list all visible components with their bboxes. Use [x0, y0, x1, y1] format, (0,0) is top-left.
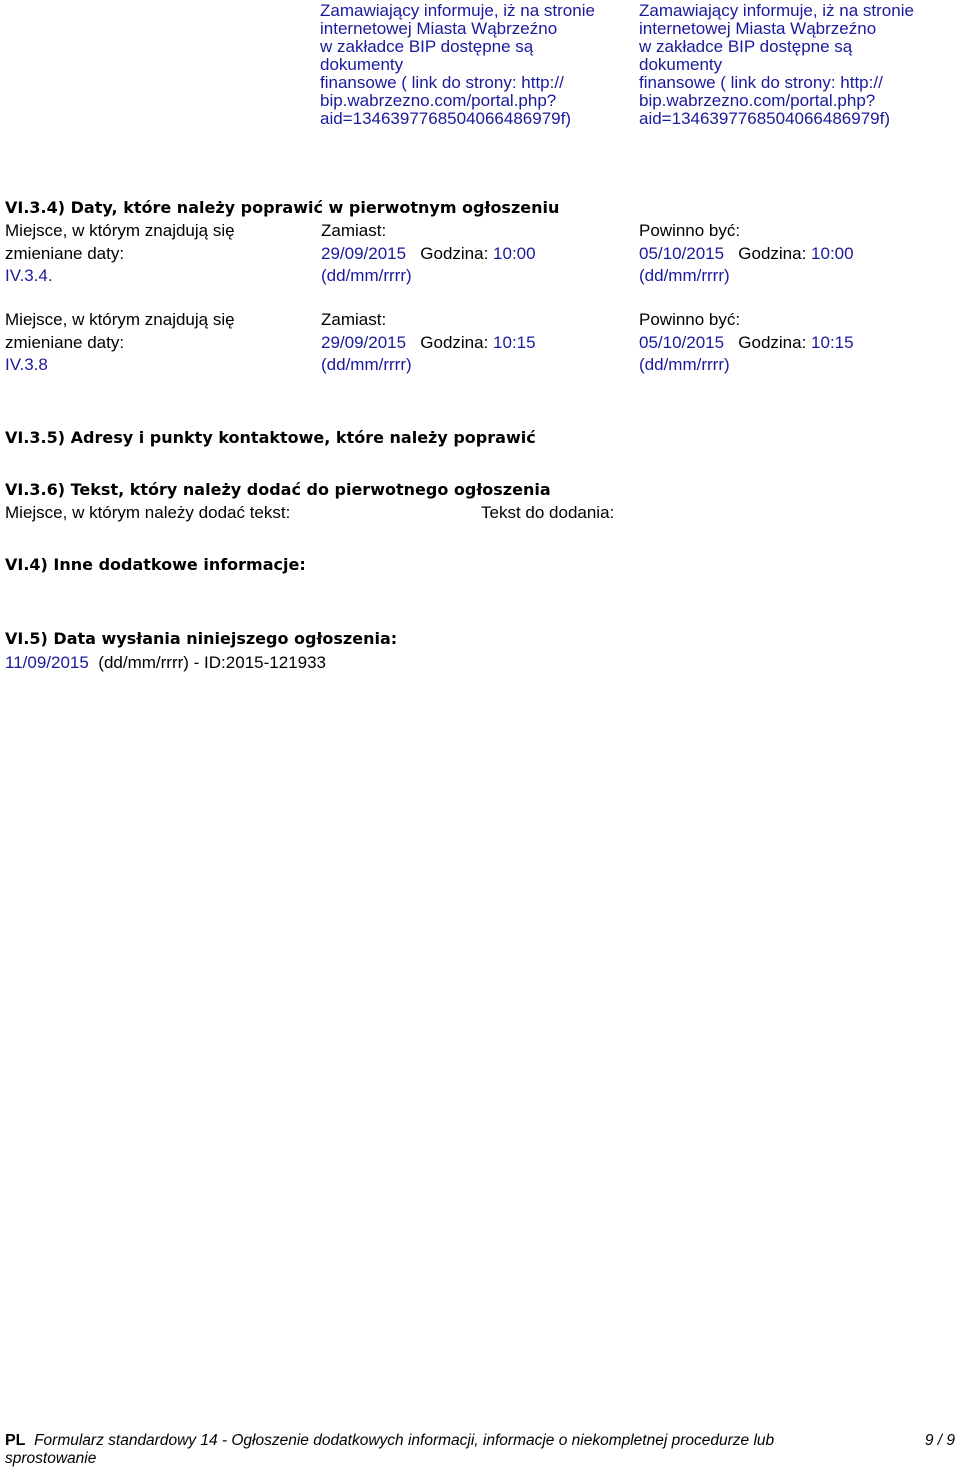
instead-date-line: [321, 243, 536, 266]
dispatch-date: 11/09/2015: [5, 653, 89, 672]
text-line: dokumenty: [320, 55, 404, 74]
footer-title-line: [5, 1432, 774, 1450]
date-format: (dd/mm/rrrr): [639, 355, 730, 374]
section-vi36-heading: VI.3.6) Tekst, który należy dodać do pierwotnego ogłoszenia: [5, 480, 551, 499]
place-label: Miejsce, w którym znajdują się: [5, 221, 235, 240]
instead-text-column: [320, 2, 595, 128]
should-label: Powinno być:: [639, 221, 741, 240]
section-vi35-heading: VI.3.5) Adresy i punkty kontaktowe, które należy poprawić: [5, 428, 536, 447]
place-label: zmieniane daty:: [5, 243, 125, 263]
text-line: w zakładce BIP dostępne są: [320, 37, 534, 56]
instead-time: 10:15: [493, 332, 536, 352]
should-time: 10:15: [811, 332, 854, 352]
instead-date-line: [321, 332, 536, 355]
section-vi5-heading: VI.5) Data wysłania niniejszego ogłoszenia:: [5, 629, 398, 648]
place-label: zmieniane daty:: [5, 332, 125, 352]
dispatch-date-line: [5, 654, 326, 672]
instead-label: Zamiast:: [321, 310, 387, 329]
date-format: (dd/mm/rrrr): [98, 653, 189, 672]
text-line: bip.wabrzezno.com/portal.php?: [639, 91, 876, 110]
footer-title: Formularz standardowy 14 - Ogłoszenie dodatkowych informacji, informacje o niekompletnej procedurze lub: [34, 1432, 775, 1449]
text-line: bip.wabrzezno.com/portal.php?: [320, 91, 557, 110]
should-label: Powinno być:: [639, 310, 741, 329]
text-line: finansowe ( link do strony: http://: [320, 73, 564, 92]
footer: [5, 1432, 774, 1468]
date-format: (dd/mm/rrrr): [321, 266, 412, 285]
date-format: (dd/mm/rrrr): [321, 355, 412, 374]
place-reference: IV.3.4.: [5, 266, 53, 285]
should-time: 10:00: [811, 243, 854, 263]
add-text-label: Tekst do dodania:: [481, 503, 615, 522]
instead-label: Zamiast:: [321, 221, 387, 240]
text-line: aid=1346397768504066486979f): [320, 109, 571, 128]
text-line: Zamawiający informuje, iż na stronie: [639, 1, 914, 20]
text-line: finansowe ( link do strony: http://: [639, 73, 883, 92]
should-date: 05/10/2015: [639, 332, 725, 352]
time-label: Godzina:: [738, 332, 807, 352]
should-text-column: [639, 2, 914, 128]
time-label: Godzina:: [420, 332, 489, 352]
date-entry-place: [5, 220, 235, 288]
instead-time: 10:00: [493, 243, 536, 263]
date-entry-instead: [321, 220, 536, 288]
footer-title-continued: sprostowanie: [5, 1450, 97, 1467]
text-line: internetowej Miasta Wąbrzeźno: [320, 19, 558, 38]
add-place-label: Miejsce, w którym należy dodać tekst:: [5, 503, 291, 522]
date-entry-should: [639, 220, 854, 288]
time-label: Godzina:: [738, 243, 807, 263]
footer-lang: PL: [5, 1432, 26, 1449]
should-date: 05/10/2015: [639, 243, 725, 263]
text-line: internetowej Miasta Wąbrzeźno: [639, 19, 877, 38]
instead-date: 29/09/2015: [321, 243, 407, 263]
page-number: 9 / 9: [924, 1432, 955, 1449]
date-format: (dd/mm/rrrr): [639, 266, 730, 285]
text-line: Zamawiający informuje, iż na stronie: [320, 1, 595, 20]
should-date-line: [639, 243, 854, 266]
place-reference: IV.3.8: [5, 355, 48, 374]
notice-id: - ID:2015-121933: [193, 653, 326, 672]
section-vi34-heading: VI.3.4) Daty, które należy poprawić w pierwotnym ogłoszeniu: [5, 198, 560, 217]
text-line: dokumenty: [639, 55, 723, 74]
place-label: Miejsce, w którym znajdują się: [5, 310, 235, 329]
section-vi4-heading: VI.4) Inne dodatkowe informacje:: [5, 555, 306, 574]
text-line: w zakładce BIP dostępne są: [639, 37, 853, 56]
date-entry-instead: [321, 309, 536, 377]
date-entry-should: [639, 309, 854, 377]
instead-date: 29/09/2015: [321, 332, 407, 352]
time-label: Godzina:: [420, 243, 489, 263]
text-line: aid=1346397768504066486979f): [639, 109, 890, 128]
date-entry-place: [5, 309, 235, 377]
should-date-line: [639, 332, 854, 355]
